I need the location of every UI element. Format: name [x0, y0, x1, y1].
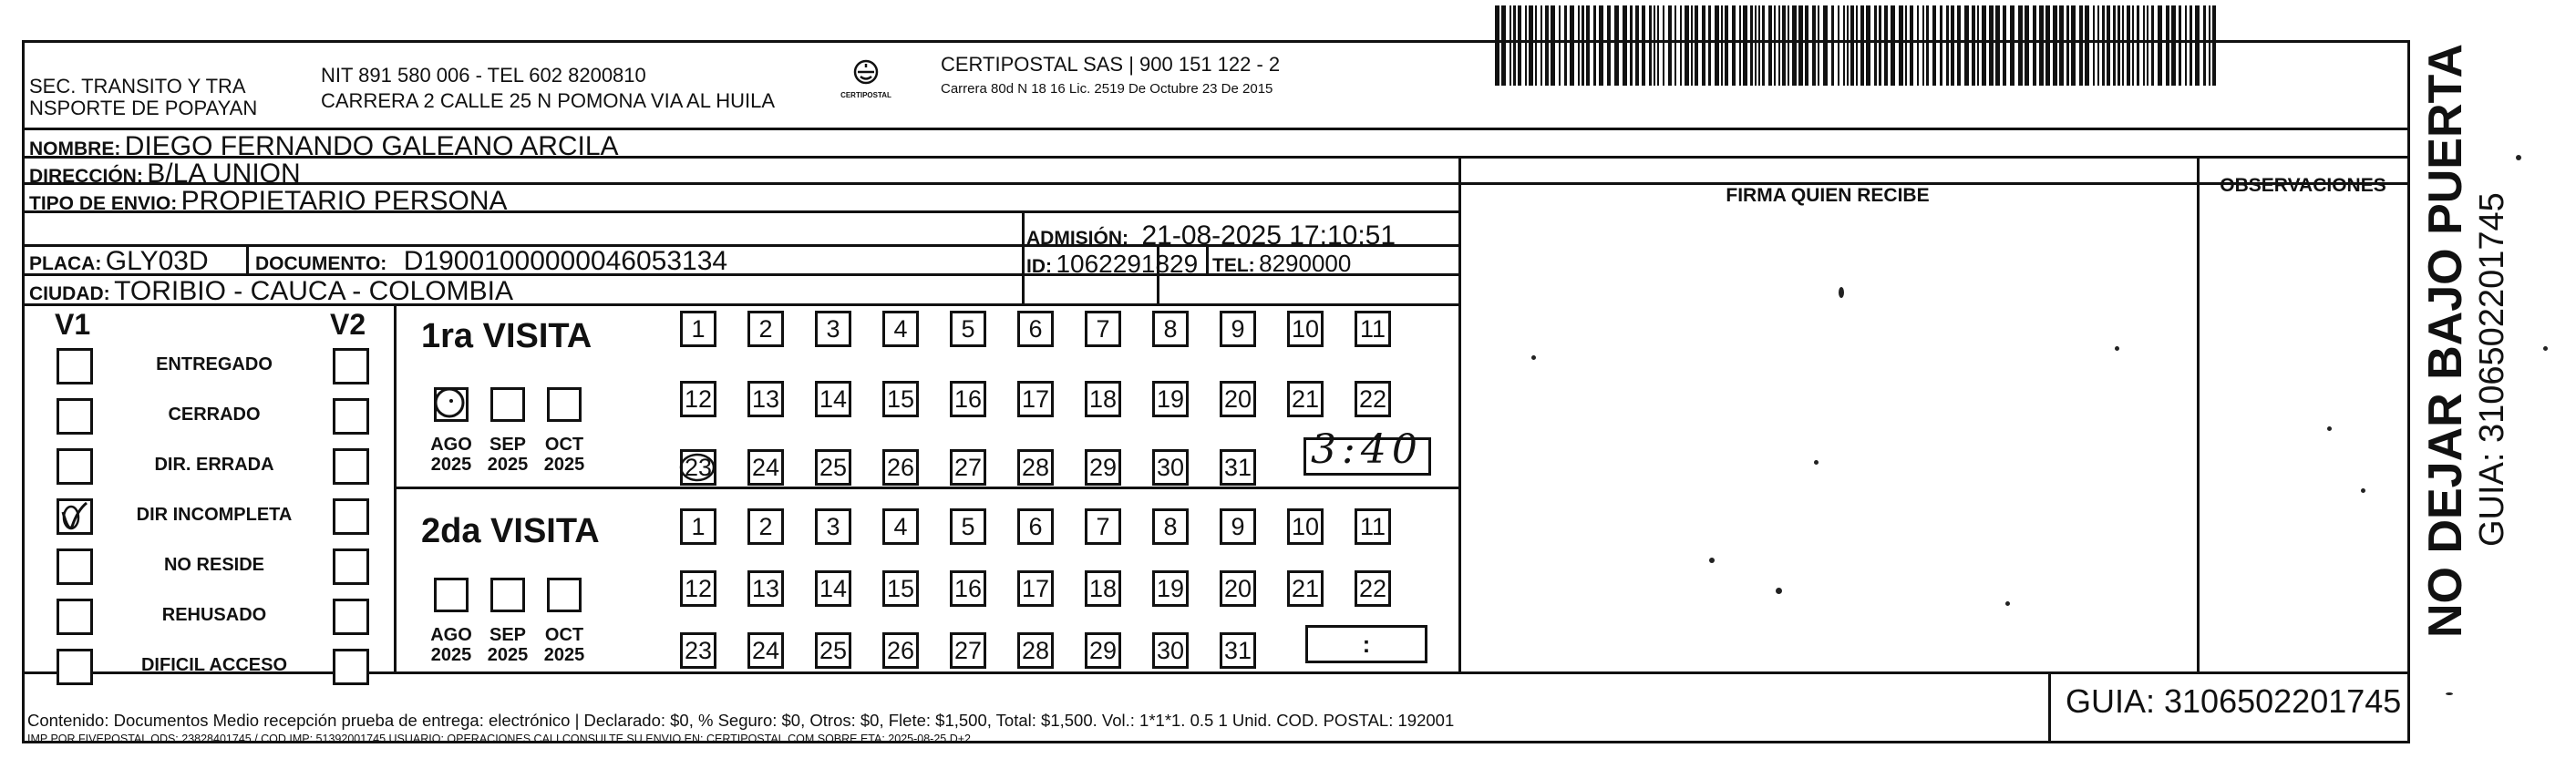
barcode-bar [1758, 5, 1760, 86]
barcode-bar [1847, 5, 1849, 86]
second-day-6[interactable]: 6 [1017, 508, 1054, 545]
first-day-17[interactable]: 17 [1017, 381, 1054, 417]
courier-line-2: Carrera 80d N 18 16 Lic. 2519 De Octubre 23 De 2015 [941, 81, 1273, 97]
v2-checkbox-dir-incompleta[interactable] [333, 498, 369, 535]
barcode-bar [1685, 5, 1689, 86]
barcode-bar [1762, 5, 1765, 86]
second-day-11[interactable]: 11 [1355, 508, 1391, 545]
documento-row [255, 248, 727, 275]
barcode-bar [1582, 5, 1584, 86]
first-day-14[interactable]: 14 [815, 381, 851, 417]
v2-checkbox-rehusado[interactable] [333, 599, 369, 635]
first-month-label-ago [419, 435, 483, 475]
second-day-31[interactable]: 31 [1220, 632, 1256, 669]
first-day-9[interactable]: 9 [1220, 311, 1256, 347]
reason-label-dir-incompleta: DIR INCOMPLETA [136, 505, 293, 525]
second-day-28[interactable]: 28 [1017, 632, 1054, 669]
barcode-bar [2102, 5, 2105, 86]
second-day-4[interactable]: 4 [882, 508, 919, 545]
circle-mark-icon [433, 386, 469, 423]
courier-logo-icon [850, 58, 882, 86]
barcode-bar [1856, 5, 1858, 86]
barcode-bar [2059, 5, 2064, 86]
first-day-22[interactable]: 22 [1355, 381, 1391, 417]
barcode-bar [2179, 5, 2181, 86]
barcode-bar [1691, 5, 1693, 86]
barcode-bar [2190, 5, 2192, 86]
first-day-15[interactable]: 15 [882, 381, 919, 417]
first-month-label-oct [532, 435, 596, 475]
barcode-bar [1792, 5, 1797, 86]
second-day-27[interactable]: 27 [950, 632, 986, 669]
barcode-bar [1695, 5, 1698, 86]
footer-imp: IMP POR FIVEPOSTAL ODS: 23828401745 / COD.IMP: 51392001745 USUARIO: OPERACIONES.CALI CONSULTE SU ENVIO EN: CERTIPOSTAL.COM SOBRE ETA: 2025-08-25 D+2 [27, 733, 971, 745]
barcode-bar [1663, 5, 1664, 86]
second-day-20[interactable]: 20 [1220, 570, 1256, 607]
barcode-bar [1540, 5, 1542, 86]
barcode-bar [2212, 5, 2216, 86]
second-month-box-ago[interactable] [434, 578, 469, 612]
barcode-bar [1946, 5, 1949, 86]
second-day-16[interactable]: 16 [950, 570, 986, 607]
v2-checkbox-entregado[interactable] [333, 348, 369, 384]
first-day-6[interactable]: 6 [1017, 311, 1054, 347]
v1-checkbox-no-reside[interactable] [57, 548, 93, 585]
second-day-25[interactable]: 25 [815, 632, 851, 669]
second-day-22[interactable]: 22 [1355, 570, 1391, 607]
second-day-30[interactable]: 30 [1152, 632, 1189, 669]
barcode-bar [2071, 5, 2076, 86]
v1-checkbox-rehusado[interactable] [57, 599, 93, 635]
id-label: ID: [1026, 256, 1052, 277]
barcode-bar [1708, 5, 1711, 86]
first-day-20[interactable]: 20 [1220, 381, 1256, 417]
v2-checkbox-dificil-acceso[interactable] [333, 649, 369, 685]
barcode-bar [2033, 5, 2036, 86]
documento-label: DOCUMENTO: [255, 253, 387, 274]
barcode-bar [1788, 5, 1789, 86]
second-month-label-oct [532, 625, 596, 665]
v1-checkbox-cerrado[interactable] [57, 398, 93, 435]
first-day-28[interactable]: 28 [1017, 449, 1054, 486]
second-day-13[interactable]: 13 [747, 570, 784, 607]
barcode-bar [1518, 5, 1521, 86]
v1-checkbox-dificil-acceso[interactable] [57, 649, 93, 685]
second-day-12[interactable]: 12 [680, 570, 716, 607]
barcode-bar [1917, 5, 1919, 86]
barcode-bar [2018, 5, 2023, 86]
barcode-bar [1989, 5, 1994, 86]
barcode-bar [1559, 5, 1561, 86]
barcode-bar [1874, 5, 1877, 86]
barcode-bar [1805, 5, 1808, 86]
first-day-19[interactable]: 19 [1152, 381, 1189, 417]
barcode-bar [1635, 5, 1639, 86]
second-month-label-sep [476, 625, 540, 665]
courier-logo-text: CERTIPOSTAL [840, 91, 891, 99]
v2-checkbox-cerrado[interactable] [333, 398, 369, 435]
tel-row [1212, 251, 1351, 275]
barcode-bar [1818, 5, 1819, 86]
first-day-31[interactable]: 31 [1220, 449, 1256, 486]
second-time-placeholder: : [1362, 630, 1371, 658]
reason-label-dir-errada: DIR. ERRADA [154, 455, 274, 475]
observaciones-header: OBSERVACIONES [2220, 175, 2386, 196]
first-day-11[interactable]: 11 [1355, 311, 1391, 347]
barcode-bar [1831, 5, 1834, 86]
first-day-10[interactable]: 10 [1287, 311, 1324, 347]
first-day-5[interactable]: 5 [950, 311, 986, 347]
barcode-bar [2158, 5, 2162, 86]
barcode-bar [1495, 5, 1499, 86]
ciudad-value: TORIBIO - CAUCA - COLOMBIA [114, 276, 513, 306]
barcode-bar [2107, 5, 2110, 86]
month-name: SEP [489, 435, 527, 455]
barcode-bar [1879, 5, 1881, 86]
barcode-bar [1823, 5, 1828, 86]
second-day-3[interactable]: 3 [815, 508, 851, 545]
barcode-bar [1782, 5, 1786, 86]
barcode-bar [2097, 5, 2099, 86]
side-no-dejar: NO DEJAR BAJO PUERTA [2419, 43, 2472, 638]
barcode-bar [1715, 5, 1719, 86]
placa-label: PLACA: [29, 253, 102, 274]
second-time-box[interactable] [1305, 625, 1427, 663]
barcode-bar [1674, 5, 1676, 86]
reason-label-cerrado: CERRADO [168, 405, 261, 425]
barcode-bar [1593, 5, 1596, 86]
barcode-bar [2151, 5, 2154, 86]
barcode-bar [2143, 5, 2145, 86]
second-day-29[interactable]: 29 [1085, 632, 1121, 669]
second-day-10[interactable]: 10 [1287, 508, 1324, 545]
barcode-bar [2093, 5, 2095, 86]
courier-line-1: CERTIPOSTAL SAS | 900 151 122 - 2 [941, 53, 1281, 76]
barcode-bar [1926, 5, 1929, 86]
barcode-bar [2122, 5, 2124, 86]
barcode-bar [1642, 5, 1645, 86]
barcode-bar [2025, 5, 2029, 86]
first-day-21[interactable]: 21 [1287, 381, 1324, 417]
barcode-bar [1977, 5, 1979, 86]
issuer-line-2: NSPORTE DE POPAYAN [29, 97, 258, 119]
second-day-8[interactable]: 8 [1152, 508, 1189, 545]
barcode-bar [2117, 5, 2120, 86]
barcode-bar [1812, 5, 1816, 86]
second-day-18[interactable]: 18 [1085, 570, 1121, 607]
nombre-row [29, 133, 619, 160]
barcode-bar [1995, 5, 2000, 86]
month-name: OCT [544, 435, 584, 455]
month-year: 2025 [487, 645, 529, 665]
first-day-8[interactable]: 8 [1152, 311, 1189, 347]
admision-row [1026, 222, 1396, 250]
first-day-16[interactable]: 16 [950, 381, 986, 417]
month-year: 2025 [430, 645, 472, 665]
direccion-row [29, 160, 301, 188]
second-day-17[interactable]: 17 [1017, 570, 1054, 607]
month-year: 2025 [487, 455, 529, 475]
nombre-label: NOMBRE: [29, 138, 121, 159]
barcode-bar [1702, 5, 1705, 86]
placa-row [29, 248, 209, 275]
barcode-bar [2010, 5, 2014, 86]
nit-line-1: NIT 891 580 006 - TEL 602 8200810 [321, 64, 646, 87]
second-visit-title: 2da VISITA [421, 512, 600, 550]
v1-checkbox-entregado[interactable] [57, 348, 93, 384]
barcode-bar [1545, 5, 1549, 86]
barcode-bar [1750, 5, 1753, 86]
v1-checkbox-dir-errada[interactable] [57, 448, 93, 485]
first-day-23[interactable]: 23 [680, 449, 716, 486]
second-day-1[interactable]: 1 [680, 508, 716, 545]
barcode-bar [1899, 5, 1903, 86]
second-day-2[interactable]: 2 [747, 508, 784, 545]
reason-label-entregado: ENTREGADO [156, 354, 273, 374]
barcode-bar [2166, 5, 2169, 86]
barcode-bar [2137, 5, 2139, 86]
barcode-bar [1680, 5, 1682, 86]
direccion-value: B/LA UNION [147, 159, 301, 189]
tel-value: 8290000 [1259, 250, 1352, 277]
v2-checkbox-no-reside[interactable] [333, 548, 369, 585]
barcode-bar [1957, 5, 1961, 86]
barcode-bar [2045, 5, 2050, 86]
barcode [1495, 5, 2215, 86]
barcode-bar [1910, 5, 1913, 86]
barcode-bar [1922, 5, 1924, 86]
month-year: 2025 [543, 645, 585, 665]
barcode-bar [1850, 5, 1854, 86]
id-value: 1062291829 [1056, 250, 1199, 278]
barcode-bar [2203, 5, 2206, 86]
first-month-box-oct[interactable] [547, 387, 582, 422]
admision-label: ADMISIÓN: [1026, 228, 1128, 249]
barcode-bar [1891, 5, 1895, 86]
first-day-27[interactable]: 27 [950, 449, 986, 486]
first-day-30[interactable]: 30 [1152, 449, 1189, 486]
tipo-row [29, 188, 508, 215]
barcode-bar [1668, 5, 1672, 86]
first-month-box-ago[interactable] [434, 387, 469, 422]
second-day-19[interactable]: 19 [1152, 570, 1189, 607]
first-day-25[interactable]: 25 [815, 449, 851, 486]
barcode-bar [2003, 5, 2006, 86]
barcode-bar [1798, 5, 1803, 86]
first-time-handwritten: 3:40 [1311, 426, 1423, 473]
direccion-label: DIRECCIÓN: [29, 166, 143, 187]
second-day-15[interactable]: 15 [882, 570, 919, 607]
barcode-bar [1570, 5, 1574, 86]
barcode-bar [1649, 5, 1652, 86]
barcode-bar [2171, 5, 2176, 86]
month-name: SEP [489, 625, 527, 645]
barcode-bar [1529, 5, 1533, 86]
v1-checkbox-dir-incompleta[interactable] [57, 498, 93, 535]
barcode-bar [2079, 5, 2083, 86]
documento-value: D19001000000046053134 [403, 246, 728, 276]
barcode-bar [1866, 5, 1870, 86]
barcode-bar [1755, 5, 1757, 86]
barcode-bar [1972, 5, 1975, 86]
second-month-box-sep[interactable] [490, 578, 525, 612]
barcode-bar [2113, 5, 2116, 86]
first-day-18[interactable]: 18 [1085, 381, 1121, 417]
reason-label-rehusado: REHUSADO [161, 605, 267, 625]
barcode-bar [1725, 5, 1728, 86]
circle-mark-icon [677, 450, 721, 487]
tipo-label: TIPO DE ENVIO: [29, 193, 178, 214]
nit-line-2: CARRERA 2 CALLE 25 N POMONA VIA AL HUILA [321, 89, 776, 112]
barcode-bar [1940, 5, 1942, 86]
barcode-bar [1654, 5, 1655, 86]
issuer-line-1: SEC. TRANSITO Y TRA [29, 75, 246, 97]
side-guia: GUIA: 3106502201745 [2473, 192, 2511, 547]
barcode-bar [1510, 5, 1511, 86]
barcode-bar [1778, 5, 1780, 86]
barcode-bar [2147, 5, 2148, 86]
first-day-4[interactable]: 4 [882, 311, 919, 347]
first-day-13[interactable]: 13 [747, 381, 784, 417]
month-year: 2025 [430, 455, 472, 475]
second-day-5[interactable]: 5 [950, 508, 986, 545]
first-day-2[interactable]: 2 [747, 311, 784, 347]
barcode-bar [1525, 5, 1527, 86]
barcode-bar [1578, 5, 1580, 86]
first-day-12[interactable]: 12 [680, 381, 716, 417]
first-visit-title: 1ra VISITA [421, 317, 592, 355]
barcode-bar [1838, 5, 1839, 86]
footer-contenido: Contenido: Documentos Medio recepción prueba de entrega: electrónico | Declarado: $0, % Seguro: $0, Otros: $0, Flete: $1,500, Total: $1,500. Vol.: 1*1*1. 0.5 1 Unid. COD. POSTAL: 192001 [27, 711, 1455, 730]
v2-checkbox-dir-errada[interactable] [333, 448, 369, 485]
barcode-bar [2209, 5, 2210, 86]
id-row [1026, 251, 1198, 277]
v1-header: V1 [55, 308, 91, 341]
barcode-bar [1964, 5, 1969, 86]
barcode-bar [1860, 5, 1864, 86]
tipo-value: PROPIETARIO PERSONA [180, 186, 508, 216]
barcode-bar [1551, 5, 1555, 86]
barcode-bar [1932, 5, 1936, 86]
month-name: AGO [430, 625, 472, 645]
barcode-bar [1607, 5, 1611, 86]
v2-header: V2 [330, 308, 366, 341]
second-day-9[interactable]: 9 [1220, 508, 1256, 545]
barcode-bar [1905, 5, 1907, 86]
barcode-bar [1768, 5, 1772, 86]
second-day-23[interactable]: 23 [680, 632, 716, 669]
barcode-bar [1739, 5, 1741, 86]
barcode-bar [1774, 5, 1776, 86]
barcode-bar [1843, 5, 1845, 86]
reason-label-dificil-acceso: DIFICIL ACCESO [140, 655, 287, 675]
first-day-1[interactable]: 1 [680, 311, 716, 347]
month-name: OCT [544, 625, 584, 645]
month-name: AGO [430, 435, 472, 455]
second-month-box-oct[interactable] [547, 578, 582, 612]
barcode-bar [2132, 5, 2134, 86]
barcode-bar [1884, 5, 1888, 86]
ciudad-label: CIUDAD: [29, 283, 110, 304]
first-day-3[interactable]: 3 [815, 311, 851, 347]
barcode-bar [1623, 5, 1627, 86]
barcode-bar [2053, 5, 2057, 86]
firma-header: FIRMA QUIEN RECIBE [1726, 185, 1930, 206]
barcode-bar [1732, 5, 1736, 86]
barcode-bar [1743, 5, 1747, 86]
barcode-bar [1586, 5, 1590, 86]
second-day-21[interactable]: 21 [1287, 570, 1324, 607]
barcode-bar [2085, 5, 2089, 86]
first-day-29[interactable]: 29 [1085, 449, 1121, 486]
second-day-14[interactable]: 14 [815, 570, 851, 607]
barcode-bar [2127, 5, 2130, 86]
barcode-bar [1614, 5, 1619, 86]
barcode-bar [2066, 5, 2069, 86]
second-month-label-ago [419, 625, 483, 665]
barcode-bar [1564, 5, 1567, 86]
reason-label-no-reside: NO RESIDE [163, 555, 265, 575]
first-month-label-sep [476, 435, 540, 475]
admision-value: 21-08-2025 17:10:51 [1141, 220, 1396, 251]
barcode-bar [1721, 5, 1723, 86]
second-day-24[interactable]: 24 [747, 632, 784, 669]
barcode-bar [1982, 5, 1986, 86]
first-day-24[interactable]: 24 [747, 449, 784, 486]
barcode-bar [1501, 5, 1506, 86]
barcode-bar [1657, 5, 1659, 86]
barcode-bar [1951, 5, 1954, 86]
first-month-box-sep[interactable] [490, 387, 525, 422]
first-day-7[interactable]: 7 [1085, 311, 1121, 347]
footer-guia: GUIA: 3106502201745 [2066, 682, 2402, 720]
barcode-bar [1630, 5, 1633, 86]
ciudad-row [29, 278, 513, 305]
barcode-bar [2185, 5, 2187, 86]
tel-label: TEL: [1212, 255, 1255, 276]
barcode-bar [2195, 5, 2200, 86]
barcode-bar [1535, 5, 1537, 86]
barcode-bar [2039, 5, 2044, 86]
barcode-bar [1599, 5, 1603, 86]
placa-value: GLY03D [105, 246, 209, 276]
barcode-bar [1513, 5, 1516, 86]
second-day-7[interactable]: 7 [1085, 508, 1121, 545]
nombre-value: DIEGO FERNANDO GALEANO ARCILA [124, 131, 619, 161]
checkmark-icon [59, 501, 90, 532]
first-day-26[interactable]: 26 [882, 449, 919, 486]
courier-logo [829, 58, 902, 104]
month-year: 2025 [543, 455, 585, 475]
second-day-26[interactable]: 26 [882, 632, 919, 669]
